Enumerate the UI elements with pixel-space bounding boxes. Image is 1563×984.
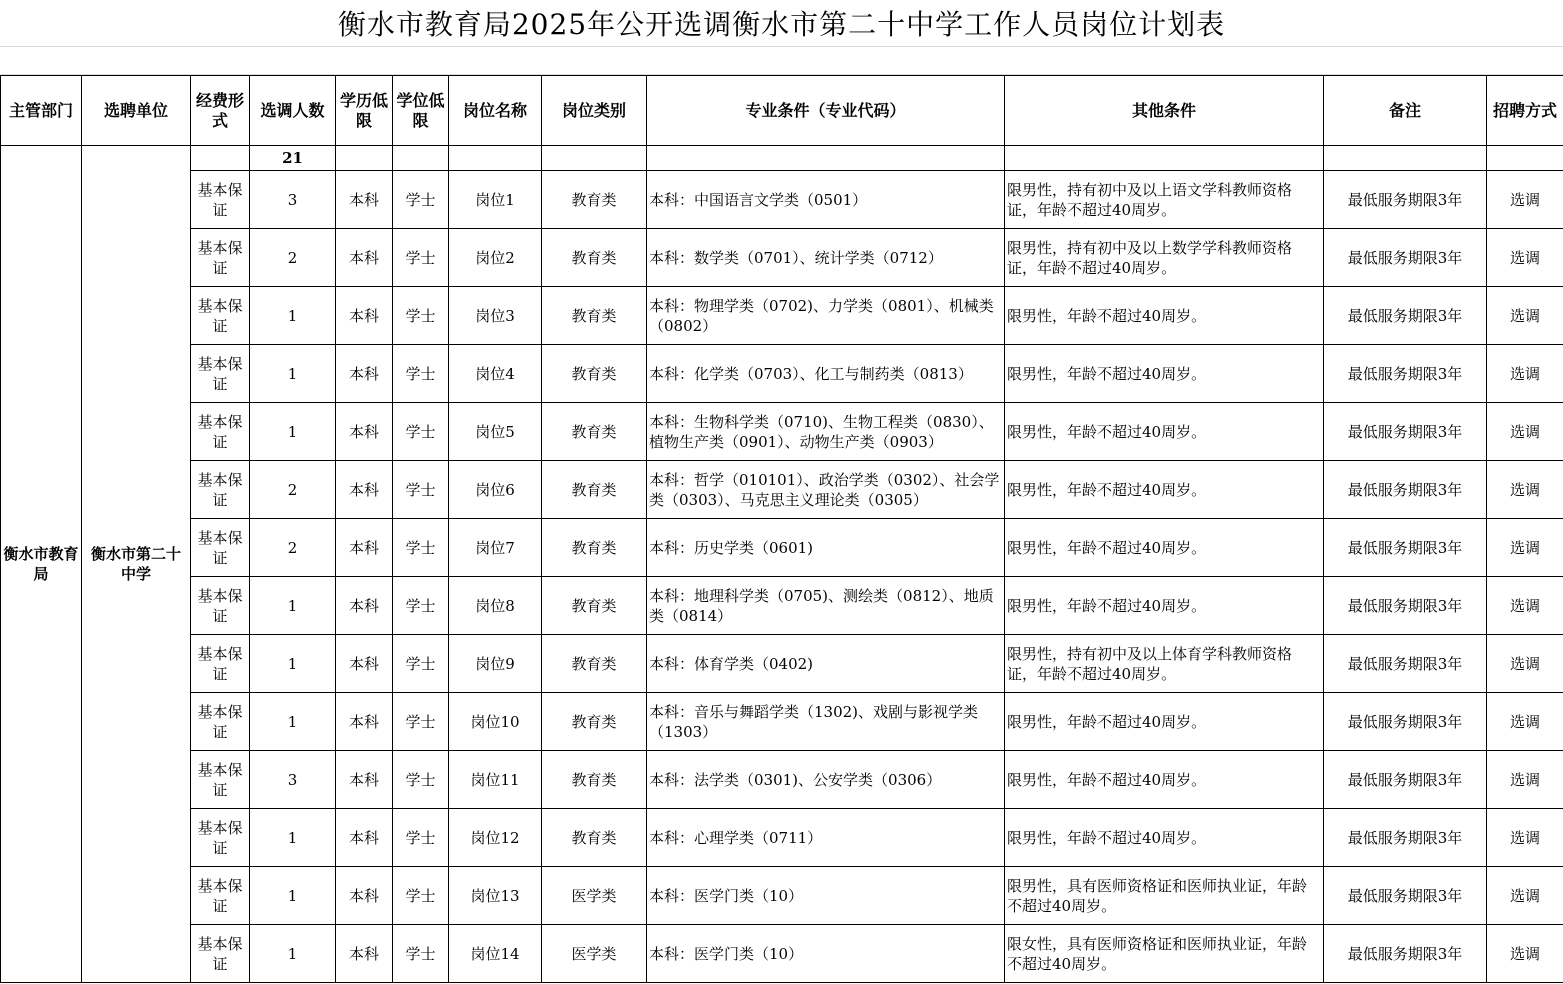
cell-remark: 最低服务期限3年: [1324, 867, 1487, 925]
cell-other: [1005, 519, 1324, 577]
cell-degree: 学士: [393, 635, 449, 693]
cell-funding: 基本保证: [191, 809, 250, 867]
cell-other: [1005, 809, 1324, 867]
other-text: 限男性，年龄不超过40周岁。: [1007, 828, 1207, 847]
cell-degree: 学士: [393, 461, 449, 519]
cell-edu: 本科: [336, 751, 393, 809]
cell-other: [1005, 751, 1324, 809]
cell-funding: 基本保证: [191, 171, 250, 229]
cell-major: [647, 171, 1005, 229]
other-text: 限男性，持有初中及以上数学学科教师资格证，年龄不超过40周岁。: [1007, 238, 1293, 277]
major-text: 本科：中国语言文学类（0501）: [649, 190, 868, 209]
cell-major: [647, 229, 1005, 287]
cell-method: 选调: [1487, 287, 1563, 345]
cell-other: [1005, 925, 1324, 983]
cell-degree: 学士: [393, 519, 449, 577]
cell-remark: 最低服务期限3年: [1324, 403, 1487, 461]
cell-remark: 最低服务期限3年: [1324, 229, 1487, 287]
cell-post: 岗位13: [449, 867, 542, 925]
cell-major: [647, 693, 1005, 751]
cell-major: [647, 867, 1005, 925]
cell-funding: 基本保证: [191, 751, 250, 809]
cell-post: 岗位6: [449, 461, 542, 519]
cell-count: 1: [250, 345, 336, 403]
major-text: 本科：物理学类（0702)、力学类（0801）、机械类（0802）: [649, 296, 994, 335]
table-row: [1, 809, 1563, 867]
cell-method: 选调: [1487, 519, 1563, 577]
major-text: 本科：心理学类（0711）: [649, 828, 823, 847]
cell-edu: 本科: [336, 577, 393, 635]
cell-remark: 最低服务期限3年: [1324, 693, 1487, 751]
other-text: 限男性，年龄不超过40周岁。: [1007, 364, 1207, 383]
cell-count: 2: [250, 519, 336, 577]
other-text: 限男性，年龄不超过40周岁。: [1007, 422, 1207, 441]
cell-post: 岗位7: [449, 519, 542, 577]
cell-remark: 最低服务期限3年: [1324, 925, 1487, 983]
major-text: 本科：音乐与舞蹈学类（1302)、戏剧与影视学类（1303）: [649, 702, 979, 741]
cell-method: 选调: [1487, 403, 1563, 461]
cell-degree: 学士: [393, 693, 449, 751]
table-row: [1, 229, 1563, 287]
header-category: 岗位类别: [542, 76, 647, 146]
table-row: [1, 693, 1563, 751]
header-post: 岗位名称: [449, 76, 542, 146]
cell-other: [1005, 461, 1324, 519]
cell-count: 1: [250, 287, 336, 345]
spacer-row: [0, 46, 1563, 75]
cell-major: [647, 635, 1005, 693]
cell-edu: 本科: [336, 461, 393, 519]
cell-edu: 本科: [336, 287, 393, 345]
cell-remark: 最低服务期限3年: [1324, 809, 1487, 867]
cell-post: 岗位8: [449, 577, 542, 635]
cell-funding: 基本保证: [191, 867, 250, 925]
major-text: 本科：哲学（010101）、政治学类（0302）、社会学类（0303）、马克思主义理论类（0305）: [649, 470, 1000, 509]
cell-edu: 本科: [336, 345, 393, 403]
cell-category: 教育类: [542, 171, 647, 229]
cell-major: [647, 461, 1005, 519]
cell-category: 教育类: [542, 519, 647, 577]
cell-count: 1: [250, 577, 336, 635]
table-row: [1, 519, 1563, 577]
cell-edu: 本科: [336, 635, 393, 693]
cell-degree: 学士: [393, 403, 449, 461]
other-text: 限男性，年龄不超过40周岁。: [1007, 306, 1207, 325]
cell-funding: 基本保证: [191, 229, 250, 287]
major-text: 本科：化学类（0703）、化工与制药类（0813）: [649, 364, 973, 383]
cell-remark: 最低服务期限3年: [1324, 519, 1487, 577]
cell-funding: 基本保证: [191, 693, 250, 751]
cell-major: [647, 809, 1005, 867]
cell-edu: 本科: [336, 867, 393, 925]
cell-method: 选调: [1487, 577, 1563, 635]
cell-edu: 本科: [336, 693, 393, 751]
cell-remark: 最低服务期限3年: [1324, 577, 1487, 635]
table-row: [1, 461, 1563, 519]
table-row: [1, 171, 1563, 229]
cell-funding: 基本保证: [191, 519, 250, 577]
cell-funding: 基本保证: [191, 635, 250, 693]
cell-method: 选调: [1487, 925, 1563, 983]
major-text: 本科：数学类（0701）、统计学类（0712）: [649, 248, 943, 267]
other-text: 限男性，持有初中及以上语文学科教师资格证，年龄不超过40周岁。: [1007, 180, 1293, 219]
cell-degree: 学士: [393, 867, 449, 925]
table-row: [1, 577, 1563, 635]
cell-post: 岗位14: [449, 925, 542, 983]
major-text: 本科：生物科学类（0710)、生物工程类（0830）、植物生产类（0901）、动物生产类（0903）: [649, 412, 994, 451]
cell-category: 教育类: [542, 287, 647, 345]
header-count: 选调人数: [250, 76, 336, 146]
major-text: 本科：历史学类（0601): [649, 538, 814, 557]
other-text: 限男性，具有医师资格证和医师执业证，年龄不超过40周岁。: [1007, 876, 1308, 915]
header-edu: 学历低限: [336, 76, 393, 146]
cell-category: 教育类: [542, 461, 647, 519]
cell-funding: 基本保证: [191, 577, 250, 635]
cell-post: 岗位11: [449, 751, 542, 809]
cell-funding: 基本保证: [191, 461, 250, 519]
position-plan-table: [0, 75, 1563, 983]
cell-edu: 本科: [336, 925, 393, 983]
header-degree: 学位低限: [393, 76, 449, 146]
table-row: [1, 867, 1563, 925]
cell-count: 1: [250, 635, 336, 693]
cell-category: 教育类: [542, 577, 647, 635]
cell-degree: 学士: [393, 287, 449, 345]
header-method: 招聘方式: [1487, 76, 1563, 146]
total-row: [1, 146, 1563, 171]
cell-count: 1: [250, 925, 336, 983]
cell-major: [647, 287, 1005, 345]
cell-post: 岗位1: [449, 171, 542, 229]
cell-edu: 本科: [336, 403, 393, 461]
header-row: [1, 76, 1563, 146]
cell-edu: 本科: [336, 809, 393, 867]
other-text: 限男性，持有初中及以上体育学科教师资格证，年龄不超过40周岁。: [1007, 644, 1293, 683]
cell-method: 选调: [1487, 867, 1563, 925]
cell-funding: 基本保证: [191, 287, 250, 345]
cell-other: [1005, 287, 1324, 345]
cell-method: 选调: [1487, 809, 1563, 867]
table-row: [1, 635, 1563, 693]
major-text: 本科：法学类（0301)、公安学类（0306）: [649, 770, 942, 789]
cell-other: [1005, 229, 1324, 287]
other-text: 限女性，具有医师资格证和医师执业证，年龄不超过40周岁。: [1007, 934, 1308, 973]
cell-method: 选调: [1487, 635, 1563, 693]
other-text: 限男性，年龄不超过40周岁。: [1007, 712, 1207, 731]
cell-method: 选调: [1487, 693, 1563, 751]
other-text: 限男性，年龄不超过40周岁。: [1007, 538, 1207, 557]
cell-category: 教育类: [542, 693, 647, 751]
cell-funding: 基本保证: [191, 925, 250, 983]
unit-cell: 衡水市第二十中学: [82, 146, 191, 983]
cell-edu: 本科: [336, 229, 393, 287]
cell-degree: 学士: [393, 751, 449, 809]
table-row: [1, 925, 1563, 983]
cell-category: 教育类: [542, 229, 647, 287]
header-major: 专业条件（专业代码）: [647, 76, 1005, 146]
cell-funding: 基本保证: [191, 345, 250, 403]
cell-degree: 学士: [393, 577, 449, 635]
major-text: 本科：地理科学类（0705)、测绘类（0812）、地质类（0814）: [649, 586, 994, 625]
cell-major: [647, 345, 1005, 403]
cell-remark: 最低服务期限3年: [1324, 287, 1487, 345]
cell-post: 岗位5: [449, 403, 542, 461]
cell-major: [647, 925, 1005, 983]
header-dept: 主管部门: [1, 76, 82, 146]
other-text: 限男性，年龄不超过40周岁。: [1007, 596, 1207, 615]
cell-major: [647, 519, 1005, 577]
cell-degree: 学士: [393, 171, 449, 229]
cell-count: 2: [250, 461, 336, 519]
cell-other: [1005, 403, 1324, 461]
table-row: [1, 751, 1563, 809]
cell-method: 选调: [1487, 229, 1563, 287]
cell-remark: 最低服务期限3年: [1324, 345, 1487, 403]
cell-post: 岗位3: [449, 287, 542, 345]
cell-category: 教育类: [542, 403, 647, 461]
header-unit: 选聘单位: [82, 76, 191, 146]
cell-category: 教育类: [542, 345, 647, 403]
cell-other: [1005, 867, 1324, 925]
cell-post: 岗位10: [449, 693, 542, 751]
cell-other: [1005, 171, 1324, 229]
cell-category: 教育类: [542, 751, 647, 809]
cell-count: 2: [250, 229, 336, 287]
cell-funding: 基本保证: [191, 403, 250, 461]
cell-category: 医学类: [542, 867, 647, 925]
cell-other: [1005, 577, 1324, 635]
cell-remark: 最低服务期限3年: [1324, 635, 1487, 693]
cell-remark: 最低服务期限3年: [1324, 461, 1487, 519]
total-count: 21: [250, 146, 336, 171]
cell-method: 选调: [1487, 461, 1563, 519]
cell-degree: 学士: [393, 229, 449, 287]
cell-count: 1: [250, 693, 336, 751]
cell-degree: 学士: [393, 809, 449, 867]
other-text: 限男性，年龄不超过40周岁。: [1007, 480, 1207, 499]
cell-count: 3: [250, 171, 336, 229]
major-text: 本科：医学门类（10）: [649, 886, 804, 905]
cell-post: 岗位12: [449, 809, 542, 867]
major-text: 本科：体育学类（0402): [649, 654, 814, 673]
cell-count: 1: [250, 867, 336, 925]
cell-degree: 学士: [393, 345, 449, 403]
cell-other: [1005, 693, 1324, 751]
cell-remark: 最低服务期限3年: [1324, 171, 1487, 229]
cell-major: [647, 751, 1005, 809]
cell-method: 选调: [1487, 345, 1563, 403]
table-row: [1, 345, 1563, 403]
other-text: 限男性，年龄不超过40周岁。: [1007, 770, 1207, 789]
cell-count: 1: [250, 403, 336, 461]
cell-count: 3: [250, 751, 336, 809]
cell-post: 岗位9: [449, 635, 542, 693]
table-row: [1, 287, 1563, 345]
dept-cell: 衡水市教育局: [1, 146, 82, 983]
cell-other: [1005, 345, 1324, 403]
header-other: 其他条件: [1005, 76, 1324, 146]
cell-method: 选调: [1487, 171, 1563, 229]
cell-category: 教育类: [542, 635, 647, 693]
cell-post: 岗位4: [449, 345, 542, 403]
cell-degree: 学士: [393, 925, 449, 983]
cell-edu: 本科: [336, 171, 393, 229]
header-funding: 经费形式: [191, 76, 250, 146]
header-remark: 备注: [1324, 76, 1487, 146]
cell-major: [647, 577, 1005, 635]
cell-count: 1: [250, 809, 336, 867]
cell-category: 医学类: [542, 925, 647, 983]
page-title: 衡水市教育局2025年公开选调衡水市第二十中学工作人员岗位计划表: [0, 0, 1563, 47]
cell-post: 岗位2: [449, 229, 542, 287]
cell-edu: 本科: [336, 519, 393, 577]
table-row: [1, 403, 1563, 461]
cell-other: [1005, 635, 1324, 693]
cell-major: [647, 403, 1005, 461]
cell-category: 教育类: [542, 809, 647, 867]
cell-method: 选调: [1487, 751, 1563, 809]
major-text: 本科：医学门类（10）: [649, 944, 804, 963]
cell-remark: 最低服务期限3年: [1324, 751, 1487, 809]
